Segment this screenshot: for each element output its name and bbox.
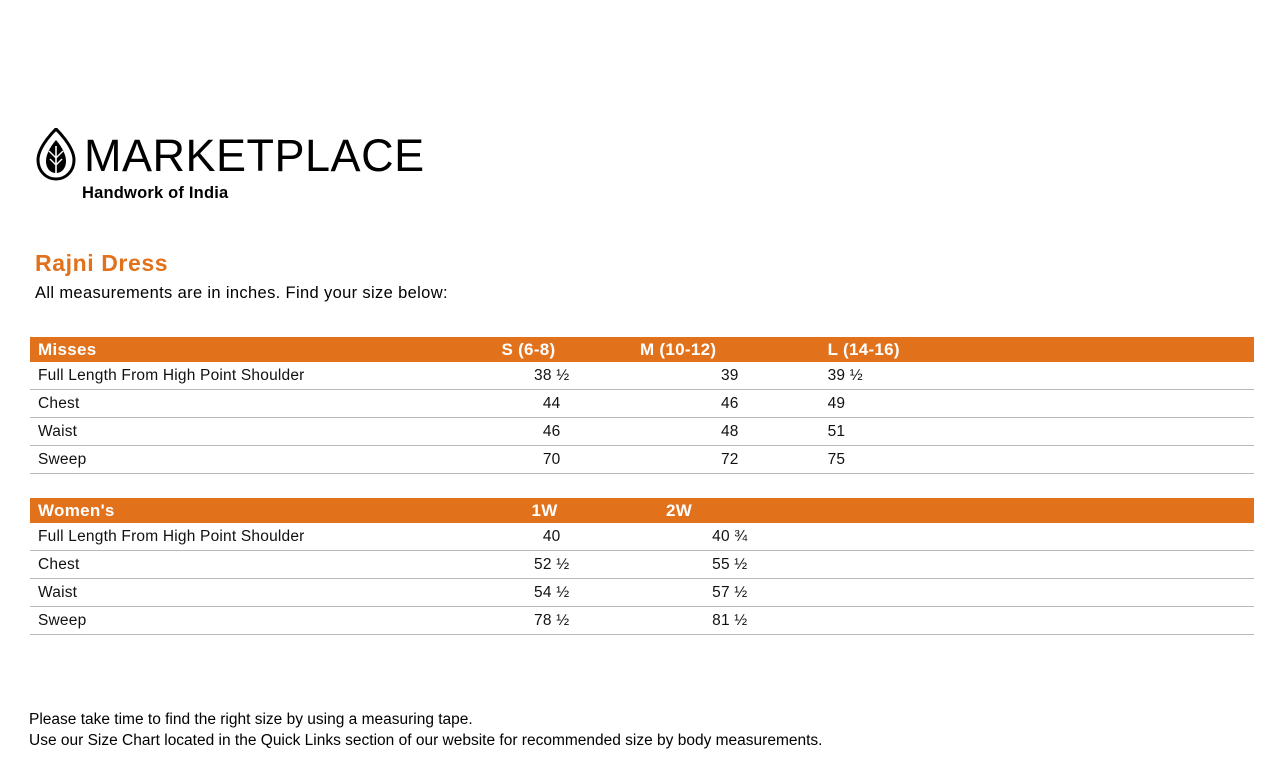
table-row — [30, 551, 1254, 579]
table-header-col-2: M (10-12) — [632, 337, 828, 362]
table-row — [30, 446, 1254, 474]
row-value-1: 40 — [471, 523, 632, 551]
row-value-1: 46 — [471, 418, 632, 446]
row-value-1: 78 ½ — [471, 607, 632, 635]
table-header-row — [30, 498, 1254, 523]
row-value-2: 48 — [632, 418, 828, 446]
table-header-col-3 — [828, 498, 1254, 523]
row-value-3 — [828, 551, 1254, 579]
table-header-label: Women's — [30, 498, 471, 523]
brand-wordmark: MARKETPLACE — [84, 129, 425, 181]
table-row — [30, 418, 1254, 446]
table-row — [30, 390, 1254, 418]
row-value-3: 39 ½ — [828, 362, 1254, 390]
row-value-2: 81 ½ — [632, 607, 828, 635]
row-value-2: 39 — [632, 362, 828, 390]
row-value-3: 51 — [828, 418, 1254, 446]
brand-tagline: Handwork of India — [82, 184, 229, 202]
row-value-3: 49 — [828, 390, 1254, 418]
table-header-col-1: 1W — [471, 498, 632, 523]
table-header-col-1: S (6-8) — [471, 337, 632, 362]
row-value-1: 38 ½ — [471, 362, 632, 390]
footer-line-2: Use our Size Chart located in the Quick Links section of our website for recommended size by body measurements. — [29, 732, 823, 749]
row-label: Full Length From High Point Shoulder — [30, 362, 471, 390]
size-table-womens — [30, 498, 1254, 635]
row-value-1: 54 ½ — [471, 579, 632, 607]
row-value-1: 44 — [471, 390, 632, 418]
table-row — [30, 523, 1254, 551]
table-header-col-2: 2W — [632, 498, 828, 523]
row-label: Chest — [30, 390, 471, 418]
row-value-2: 55 ½ — [632, 551, 828, 579]
size-table-misses — [30, 337, 1254, 474]
brand-logo — [34, 128, 425, 203]
footer-notes — [29, 709, 822, 751]
page-subtitle: All measurements are in inches. Find your size below: — [35, 284, 448, 302]
table-row — [30, 607, 1254, 635]
row-label: Chest — [30, 551, 471, 579]
row-label: Waist — [30, 418, 471, 446]
footer-line-1: Please take time to find the right size by using a measuring tape. — [29, 711, 473, 728]
row-value-1: 70 — [471, 446, 632, 474]
row-label: Waist — [30, 579, 471, 607]
row-value-2: 40 ¾ — [632, 523, 828, 551]
row-label: Full Length From High Point Shoulder — [30, 523, 471, 551]
logo-row — [34, 128, 425, 182]
row-value-3: 75 — [828, 446, 1254, 474]
row-value-2: 46 — [632, 390, 828, 418]
table-header-row — [30, 337, 1254, 362]
table-row — [30, 579, 1254, 607]
row-value-3 — [828, 579, 1254, 607]
row-value-2: 72 — [632, 446, 828, 474]
table-row — [30, 362, 1254, 390]
row-label: Sweep — [30, 607, 471, 635]
table-header-col-3: L (14-16) — [828, 337, 1254, 362]
row-value-1: 52 ½ — [471, 551, 632, 579]
row-label: Sweep — [30, 446, 471, 474]
page-title: Rajni Dress — [35, 250, 169, 276]
row-value-2: 57 ½ — [632, 579, 828, 607]
leaf-spade-logo-icon — [34, 128, 78, 182]
row-value-3 — [828, 523, 1254, 551]
row-value-3 — [828, 607, 1254, 635]
table-header-label: Misses — [30, 337, 471, 362]
